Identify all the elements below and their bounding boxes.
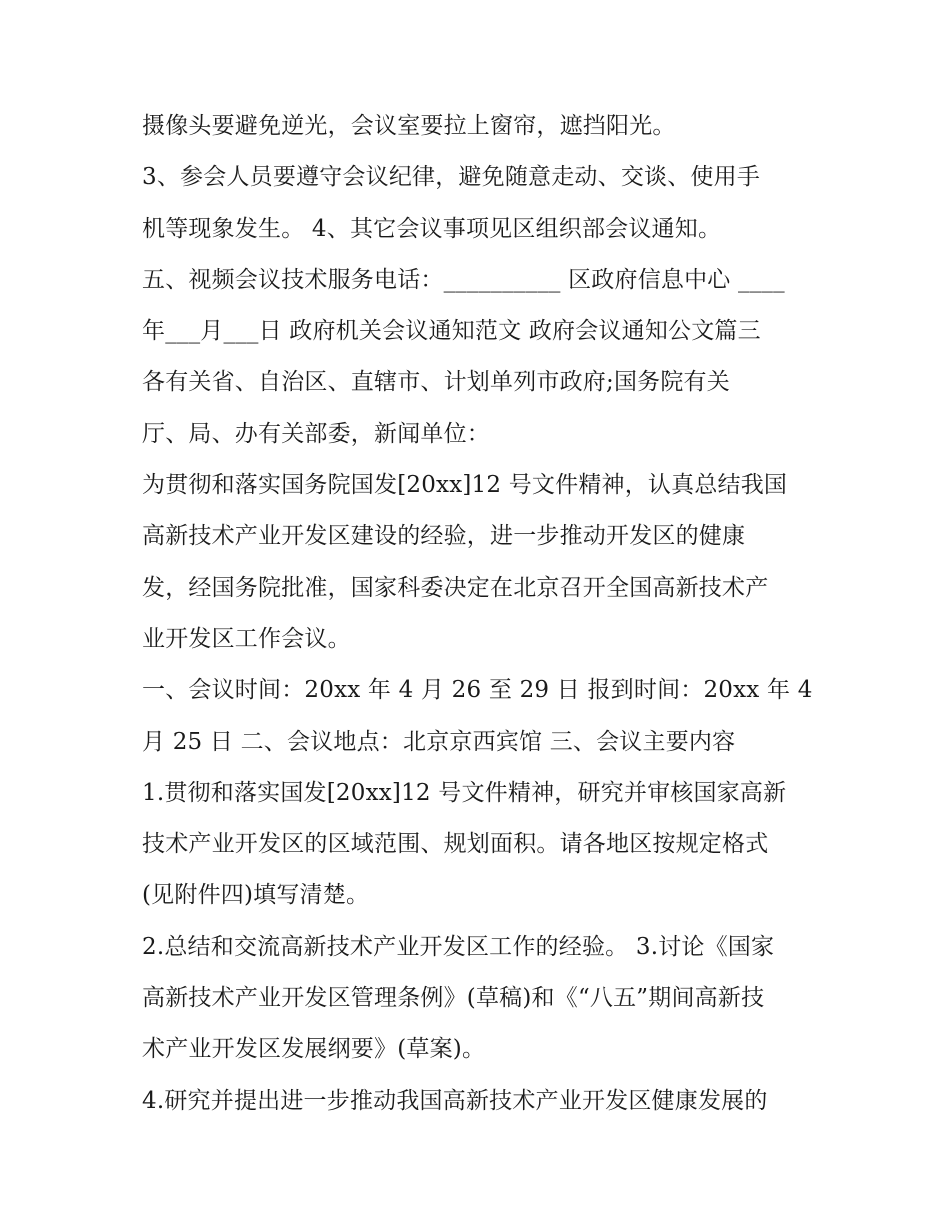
text-line: 4.研究并提出进一步推动我国高新技术产业开发区健康发展的 [142, 1087, 768, 1114]
text-line: 为贯彻和落实国务院国发[20xx]12 号文件精神，认真总结我国 [142, 472, 788, 499]
text-line: 五、视频会议技术服务电话：__________ 区政府信息中心 ____ [142, 266, 785, 293]
text-line: 月 25 日 二、会议地点：北京京西宾馆 三、会议主要内容 [142, 728, 736, 755]
text-line: 术产业开发区发展纲要》(草案)。 [142, 1036, 486, 1063]
text-line: 高新技术产业开发区管理条例》(草稿)和《“八五”期间高新技 [142, 985, 765, 1012]
document-body [142, 101, 822, 1127]
text-line: 2.总结和交流高新技术产业开发区工作的经验。 3.讨论《国家 [142, 933, 775, 960]
text-line: 厅、局、办有关部委，新闻单位： [142, 420, 490, 447]
text-line: 技术产业开发区的区域范围、规划面积。请各地区按规定格式 [142, 831, 769, 858]
text-line: 机等现象发生。 4、其它会议事项见区组织部会议通知。 [142, 215, 722, 242]
text-line: 业开发区工作会议。 [142, 625, 351, 652]
text-line: 一、会议时间：20xx 年 4 月 26 至 29 日 报到时间：20xx 年 4 [142, 677, 813, 704]
text-line: 3、参会人员要遵守会议纪律，避免随意走动、交谈、使用手 [142, 164, 761, 191]
text-line: 发，经国务院批准，国家科委决定在北京召开全国高新技术产 [142, 574, 769, 601]
text-line: 年___月___日 政府机关会议通知范文 政府会议通知公文篇三 [142, 318, 761, 345]
text-line: 摄像头要避免逆光，会议室要拉上窗帘，遮挡阳光。 [142, 113, 676, 139]
text-line: 1.贯彻和落实国发[20xx]12 号文件精神，研究并审核国家高新 [142, 779, 787, 806]
text-line: 高新技术产业开发区建设的经验，进一步推动开发区的健康 [142, 523, 746, 550]
text-line: 各有关省、自治区、直辖市、计划单列市政府;国务院有关 [142, 369, 730, 396]
text-line: (见附件四)填写清楚。 [142, 882, 370, 909]
